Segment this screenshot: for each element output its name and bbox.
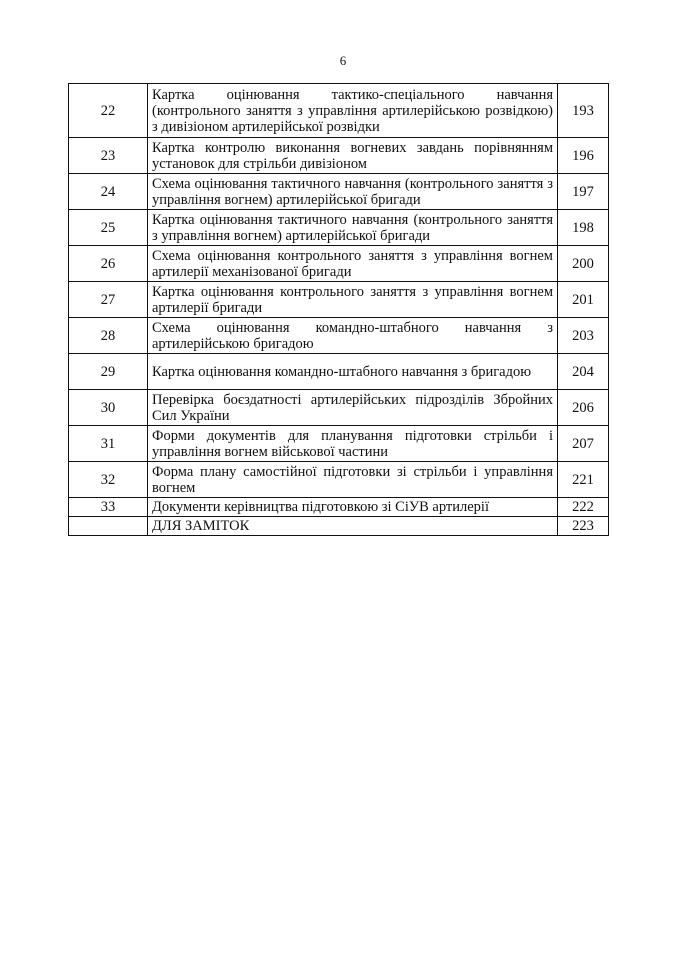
- entry-page: 223: [558, 517, 609, 536]
- entry-title: Схема оцінювання командно-штабного навчання з артилерійською бригадою: [148, 318, 558, 354]
- entry-number: 30: [69, 390, 148, 426]
- entry-number: 22: [69, 84, 148, 138]
- entry-title: Форми документів для планування підготовки стрільби і управління вогнем військової частини: [148, 426, 558, 462]
- table-row: [69, 517, 609, 536]
- entry-number: [69, 517, 148, 536]
- entry-title: ДЛЯ ЗАМІТОК: [148, 517, 558, 536]
- entry-page: 197: [558, 174, 609, 210]
- entry-title: Картка оцінювання тактико-спеціального навчання (контрольного заняття з управління артилерійською розвідкою) з дивізіоном артилерійської розвідки: [148, 84, 558, 138]
- table-row: [69, 210, 609, 246]
- entry-page: 206: [558, 390, 609, 426]
- toc-body: [69, 84, 609, 536]
- entry-title: Документи керівництва підготовкою зі СіУВ артилерії: [148, 498, 558, 517]
- table-row: [69, 84, 609, 138]
- entry-number: 33: [69, 498, 148, 517]
- entry-page: 201: [558, 282, 609, 318]
- entry-title: Форма плану самостійної підготовки зі стрільби і управління вогнем: [148, 462, 558, 498]
- entry-page: 193: [558, 84, 609, 138]
- table-row: [69, 138, 609, 174]
- entry-number: 27: [69, 282, 148, 318]
- table-of-contents: [68, 83, 609, 536]
- table-row: [69, 498, 609, 517]
- entry-title: Перевірка боєздатності артилерійських підрозділів Збройних Сил України: [148, 390, 558, 426]
- entry-page: 203: [558, 318, 609, 354]
- entry-number: 28: [69, 318, 148, 354]
- page-number: 6: [339, 53, 347, 68]
- table-row: [69, 390, 609, 426]
- entry-page: 198: [558, 210, 609, 246]
- entry-number: 26: [69, 246, 148, 282]
- entry-title: Картка оцінювання тактичного навчання (контрольного заняття з управління вогнем) артилерійської бригади: [148, 210, 558, 246]
- table-row: [69, 282, 609, 318]
- table-row: [69, 246, 609, 282]
- entry-page: 221: [558, 462, 609, 498]
- entry-page: 222: [558, 498, 609, 517]
- entry-page: 196: [558, 138, 609, 174]
- entry-number: 29: [69, 354, 148, 390]
- entry-title: Картка оцінювання контрольного заняття з управління вогнем артилерії бригади: [148, 282, 558, 318]
- entry-page: 207: [558, 426, 609, 462]
- table-row: [69, 318, 609, 354]
- entry-number: 25: [69, 210, 148, 246]
- entry-title: Схема оцінювання тактичного навчання (контрольного заняття з управління вогнем) артилерійської бригади: [148, 174, 558, 210]
- entry-page: 204: [558, 354, 609, 390]
- entry-number: 24: [69, 174, 148, 210]
- entry-number: 32: [69, 462, 148, 498]
- entry-title: Картка контролю виконання вогневих завдань порівнянням установок для стрільби дивізіоном: [148, 138, 558, 174]
- entry-number: 23: [69, 138, 148, 174]
- entry-page: 200: [558, 246, 609, 282]
- table-row: [69, 426, 609, 462]
- entry-number: 31: [69, 426, 148, 462]
- table-row: [69, 462, 609, 498]
- table-row: [69, 354, 609, 390]
- entry-title: Схема оцінювання контрольного заняття з управління вогнем артилерії механізованої бригади: [148, 246, 558, 282]
- entry-title: Картка оцінювання командно-штабного навчання з бригадою: [148, 354, 558, 390]
- table-row: [69, 174, 609, 210]
